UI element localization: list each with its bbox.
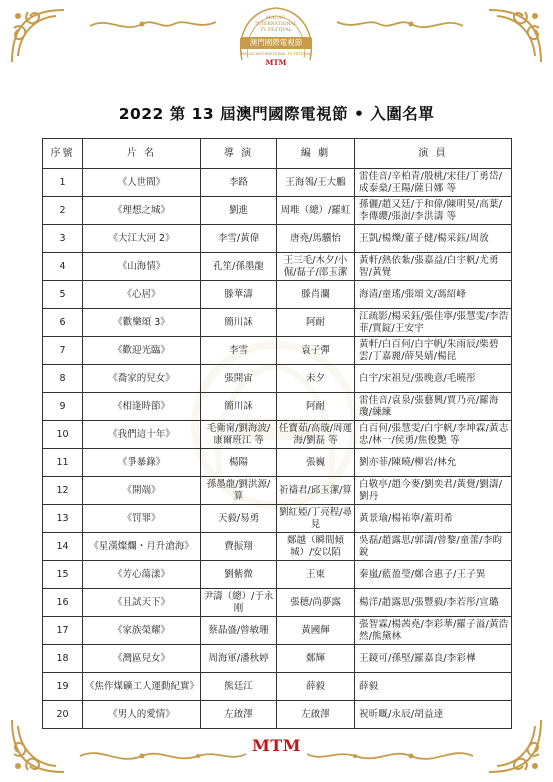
row-writer: 阿耐 (277, 309, 355, 337)
row-cast: 雷佳音/袁泉/張藝興/賈乃亮/羅海瓊/練練 (355, 393, 512, 421)
row-director: 毛衛甯/劉海波/康爾班江 等 (201, 421, 277, 449)
row-director: 熊廷江 (201, 673, 277, 701)
swirl-ornament-top-left (88, 14, 218, 36)
row-cast: 黃軒/熱依紮/張嘉益/白宇帆/尤勇智/黃覺 (355, 253, 512, 281)
row-director: 費振翔 (201, 533, 277, 561)
row-number: 2 (43, 197, 83, 225)
row-number: 1 (43, 169, 83, 197)
row-cast: 秦嵐/藍盈瑩/鄭合惠子/王子異 (355, 561, 512, 589)
row-director: 劉進 (201, 197, 277, 225)
logo-ribbon: 澳門國際電視節 (240, 37, 312, 49)
row-number: 5 (43, 281, 83, 309)
row-title: 《歡樂頌 3》 (83, 309, 201, 337)
row-number: 4 (43, 253, 83, 281)
row-writer: 祈禱君/邱玉潔/算 (277, 477, 355, 505)
row-number: 6 (43, 309, 83, 337)
row-cast: 白宇/宋祖兒/張晚意/毛曉彤 (355, 365, 512, 393)
row-writer: 鄭越（瞬間傾城）/安以陌 (277, 533, 355, 561)
table-row (43, 169, 512, 197)
row-writer: 唐堯/馬驥怡 (277, 225, 355, 253)
table-row (43, 533, 512, 561)
row-writer: 未夕 (277, 365, 355, 393)
row-number: 16 (43, 589, 83, 617)
row-cast: 白敬亭/趙今麥/劉奕君/黃覺/劉濤/劉丹 (355, 477, 512, 505)
row-cast: 白百何/張慧雯/白宇帆/李坤霖/黃志忠/林一/侯勇/焦俊艷 等 (355, 421, 512, 449)
row-title: 《焦作煤礦工人運動紀實》 (83, 673, 201, 701)
table-row (43, 505, 512, 533)
row-title: 《人世間》 (83, 169, 201, 197)
row-cast: 王鏡可/孫堅/羅嘉良/李彩樺 (355, 645, 512, 673)
row-title: 《罚罪》 (83, 505, 201, 533)
header-writer: 編 劇 (277, 139, 355, 169)
swirl-ornament-top-right (335, 14, 465, 36)
row-title: 《芳心蕩漾》 (83, 561, 201, 589)
row-writer: 張巍 (277, 449, 355, 477)
row-title: 《且試天下》 (83, 589, 201, 617)
row-writer: 王東 (277, 561, 355, 589)
row-number: 11 (43, 449, 83, 477)
row-director: 楊陽 (201, 449, 277, 477)
row-writer: 左啟澤 (277, 701, 355, 729)
row-writer: 滕肖瀾 (277, 281, 355, 309)
row-title: 《灣區兒女》 (83, 645, 201, 673)
row-director: 孔笙/孫墨龍 (201, 253, 277, 281)
row-title: 《大江大河 2》 (83, 225, 201, 253)
table-row (43, 309, 512, 337)
row-title: 《星漢燦爛・月升滄海》 (83, 533, 201, 561)
row-cast: 劉亦菲/陳曉/柳岩/林允 (355, 449, 512, 477)
table-row (43, 421, 512, 449)
row-number: 18 (43, 645, 83, 673)
table-row (43, 253, 512, 281)
row-director: 滕華濤 (201, 281, 277, 309)
row-director: 周海軍/潘秋婷 (201, 645, 277, 673)
row-director: 蔡晶盛/曾敏珊 (201, 617, 277, 645)
row-director: 簡川訸 (201, 393, 277, 421)
row-number: 3 (43, 225, 83, 253)
row-director: 天毅/易勇 (201, 505, 277, 533)
row-cast: 黃軒/白百何/白宇帆/朱雨辰/柴碧雲/丁嘉麗/薛昊婧/楊昆 (355, 337, 512, 365)
row-director: 劉紫微 (201, 561, 277, 589)
table-row (43, 197, 512, 225)
table-row (43, 393, 512, 421)
table-header-row (43, 139, 512, 169)
row-title: 《喬家的兒女》 (83, 365, 201, 393)
row-number: 17 (43, 617, 83, 645)
header-title: 片 名 (83, 139, 201, 169)
row-director: 孫墨龍/劉洪源/算 (201, 477, 277, 505)
header-cast: 演 員 (355, 139, 512, 169)
row-cast: 海清/童瑤/張頌文/馮紹峰 (355, 281, 512, 309)
page-title: 2022 第 13 屆澳門國際電視節 • 入圍名單 (118, 105, 435, 123)
table-row (43, 337, 512, 365)
row-cast: 雷佳音/辛柏青/殷桃/宋佳/丁勇岱/成泰燊/王陽/薩日娜 等 (355, 169, 512, 197)
row-title: 《爭暴錄》 (83, 449, 201, 477)
footer-mtm-logo: MTM (252, 736, 301, 755)
row-writer: 王海鴒/王大鵬 (277, 169, 355, 197)
nominee-table (42, 138, 512, 729)
row-title: 《心居》 (83, 281, 201, 309)
row-number: 12 (43, 477, 83, 505)
row-cast: 王凱/楊爍/董子健/楊采鈺/周放 (355, 225, 512, 253)
header-no: 序號 (43, 139, 83, 169)
row-director: 李雪 (201, 337, 277, 365)
row-writer: 阿耐 (277, 393, 355, 421)
row-title: 《山海情》 (83, 253, 201, 281)
row-number: 13 (43, 505, 83, 533)
row-cast: 吳磊/趙露思/郭濤/曾黎/童蕾/李昀銳 (355, 533, 512, 561)
table-row (43, 281, 512, 309)
row-title: 《理想之城》 (83, 197, 201, 225)
row-writer: 薛毅 (277, 673, 355, 701)
row-director: 簡川訸 (201, 309, 277, 337)
table-row (43, 365, 512, 393)
table-row (43, 617, 512, 645)
table-row (43, 561, 512, 589)
table-row (43, 701, 512, 729)
table-row (43, 673, 512, 701)
logo-line-international: INTERNATIONAL (255, 22, 297, 27)
row-cast: 黃景瑜/楊祐寧/蓋玥希 (355, 505, 512, 533)
corner-ornament-top-right (475, 6, 545, 66)
row-cast: 孫儷/趙又廷/于和偉/陳明昊/高葉/李傳纓/張澍/李洪濤 等 (355, 197, 512, 225)
logo-line-macau: MACAU (265, 16, 287, 21)
corner-ornament-top-left (8, 6, 78, 66)
row-cast: 江疏影/楊采鈺/張佳寧/張慧雯/李浩菲/賈錠/王安宇 (355, 309, 512, 337)
row-cast: 張智霖/楊茜堯/李彩華/羅子溢/黃浩然/熊黛林 (355, 617, 512, 645)
row-writer: 黃國輝 (277, 617, 355, 645)
row-number: 8 (43, 365, 83, 393)
row-number: 9 (43, 393, 83, 421)
row-number: 15 (43, 561, 83, 589)
row-writer: 鄭輝 (277, 645, 355, 673)
table-row (43, 589, 512, 617)
row-writer: 王三毛/木夕/小倔/磊子/邵玉潔 (277, 253, 355, 281)
row-director: 李路 (201, 169, 277, 197)
festival-logo (226, 4, 326, 68)
row-number: 20 (43, 701, 83, 729)
table-row (43, 477, 512, 505)
row-director: 李雪/黃偉 (201, 225, 277, 253)
row-cast: 楊洋/趙露思/張豐毅/李若彤/宣璐 (355, 589, 512, 617)
row-title: 《我們這十年》 (83, 421, 201, 449)
row-writer: 劉紅婭/丁亮程/尋見 (277, 505, 355, 533)
row-writer: 張穂/尚夢露 (277, 589, 355, 617)
row-number: 14 (43, 533, 83, 561)
logo-line-tv-festival: TV FESTIVAL (260, 28, 292, 33)
logo-subline: MACAU INTERNATIONAL TV FESTIVAL (240, 51, 312, 56)
row-cast: 薛毅 (355, 673, 512, 701)
row-director: 尹濤（總）/于永刚 (201, 589, 277, 617)
row-director: 左啟澤 (201, 701, 277, 729)
table-row (43, 449, 512, 477)
row-number: 19 (43, 673, 83, 701)
row-title: 《歡迎光臨》 (83, 337, 201, 365)
row-writer: 周唯（總）/羅虹 (277, 197, 355, 225)
row-writer: 袁子彈 (277, 337, 355, 365)
row-title: 《開端》 (83, 477, 201, 505)
row-number: 10 (43, 421, 83, 449)
logo-mtm: MTM (265, 58, 287, 67)
row-title: 《相逢時節》 (83, 393, 201, 421)
header-director: 導 演 (201, 139, 277, 169)
row-title: 《男人的愛情》 (83, 701, 201, 729)
row-number: 7 (43, 337, 83, 365)
row-writer: 任寶茹/高璇/周運海/劉磊 等 (277, 421, 355, 449)
table-row (43, 225, 512, 253)
row-cast: 祝昕嘅/永辰/胡益達 (355, 701, 512, 729)
table-row (43, 645, 512, 673)
row-title: 《家族榮耀》 (83, 617, 201, 645)
row-director: 張開宙 (201, 365, 277, 393)
